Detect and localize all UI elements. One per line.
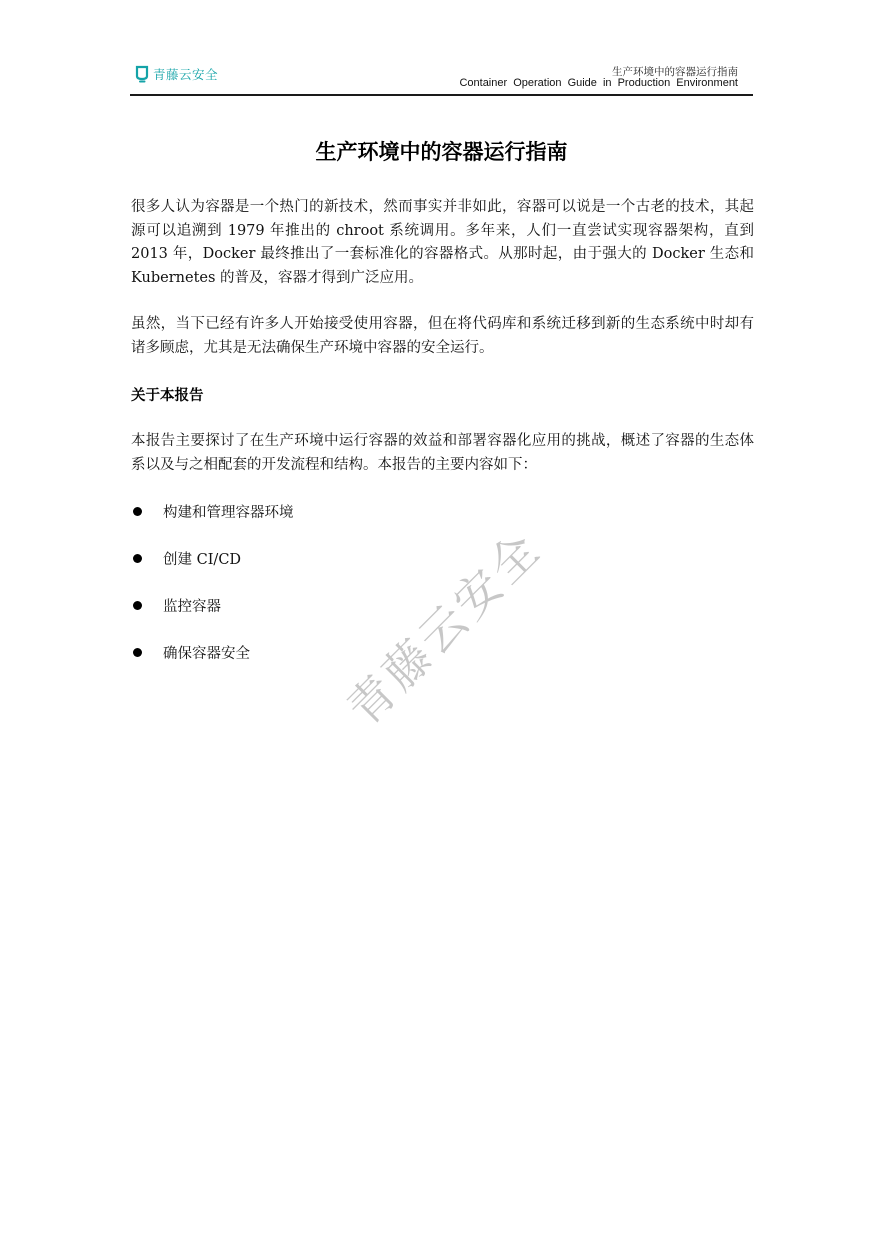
concern-paragraph: 虽然，当下已经有许多人开始接受使用容器，但在将代码库和系统迁移到新的生态系统中时却有诸多顾虑，尤其是无法确保生产环境中容器的安全运行。 [131, 316, 754, 356]
bullet-icon [133, 554, 142, 563]
bullet-icon [133, 601, 142, 610]
list-item [131, 640, 294, 664]
list-item [131, 499, 294, 523]
brand-name: 青藤云安全 [153, 67, 219, 82]
qingteng-logo-icon [135, 65, 149, 83]
list-item-text: 构建和管理容器环境 [163, 504, 294, 521]
watermark: 青藤云安全 [336, 520, 552, 736]
list-item-text: 监控容器 [163, 598, 221, 615]
document-title: 生产环境中的容器运行指南 [315, 140, 568, 164]
list-item [131, 546, 294, 570]
brand-logo [135, 64, 218, 84]
bullet-icon [133, 507, 142, 516]
section-heading: 关于本报告 [131, 388, 204, 404]
page-header [130, 60, 753, 96]
list-item-text: 创建 CI/CD [163, 551, 242, 568]
contents-list [131, 499, 294, 687]
list-item [131, 593, 294, 617]
header-title-cn: 生产环境中的容器运行指南 [612, 66, 738, 78]
bullet-icon [133, 648, 142, 657]
intro-paragraph: 很多人认为容器是一个热门的新技术，然而事实并非如此，容器可以说是一个古老的技术，其起源可以追溯到 1979 年推出的 chroot 系统调用。多年来，人们一直尝试实现容器架构，直到 2013 年，Docker 最终推出了一套标准化的容器格式。从那时起，由于强大的 Docker 生态和 Kubernetes 的普及，容器才得到广泛应用。 [131, 199, 754, 286]
header-title-en: Container Operation Guide in Production Environment [459, 77, 738, 89]
list-item-text: 确保容器安全 [163, 645, 250, 662]
report-summary-paragraph: 本报告主要探讨了在生产环境中运行容器的效益和部署容器化应用的挑战，概述了容器的生态体系以及与之相配套的开发流程和结构。本报告的主要内容如下： [131, 433, 754, 473]
